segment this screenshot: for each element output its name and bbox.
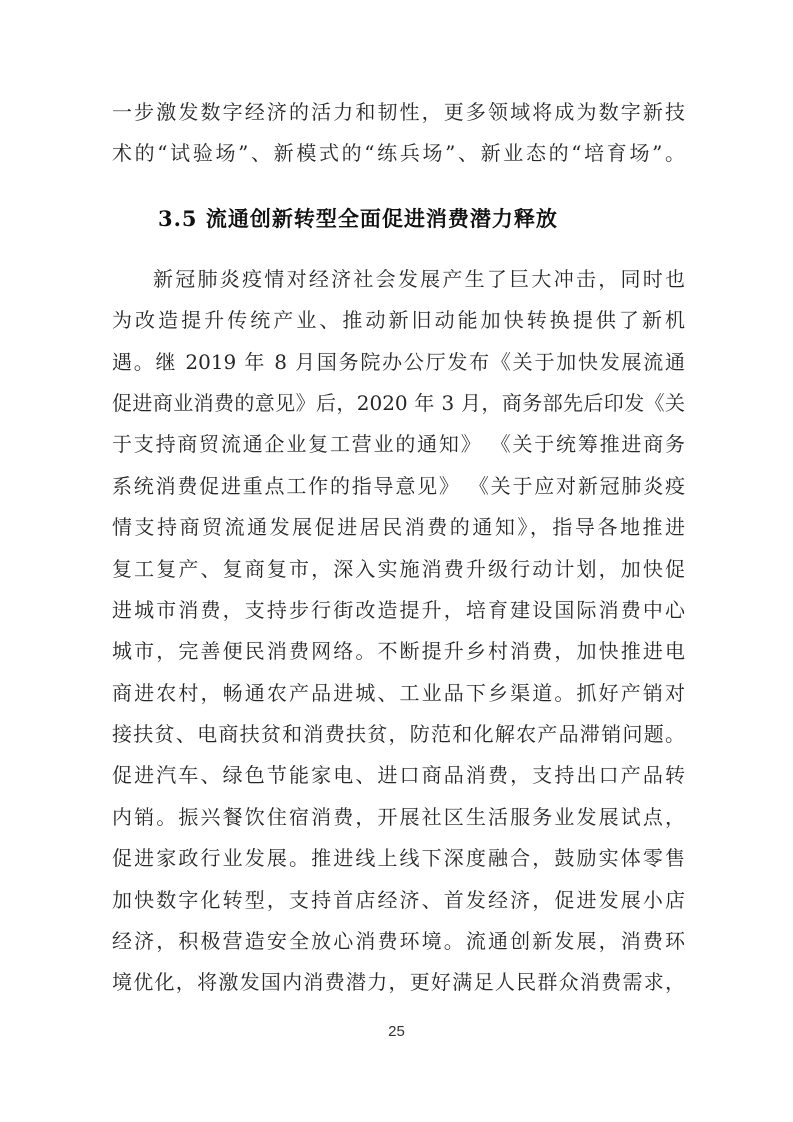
text-line: 新冠肺炎疫情对经济社会发展产生了巨大冲击，同时也 <box>153 266 685 291</box>
page-content <box>112 92 685 1004</box>
text-line: 遇。继 2019 年 8 月国务院办公厅发布《关于加快发展流通 <box>112 349 685 374</box>
text-line: 商进农村，畅通农产品进城、工业品下乡渠道。抓好产销对 <box>112 680 685 705</box>
text-line: 促进家政行业发展。推进线上线下深度融合，鼓励实体零售 <box>112 846 685 871</box>
page-number: 25 <box>388 1023 405 1040</box>
section-heading: 3.5 流通创新转型全面促进消费潜力释放 <box>158 205 558 231</box>
text-line: 情支持商贸流通发展促进居民消费的通知》，指导各地推进 <box>112 515 685 540</box>
body-paragraph <box>112 259 685 1004</box>
intro-paragraph <box>112 92 685 175</box>
text-line: 进城市消费，支持步行街改造提升，培育建设国际消费中心 <box>112 597 685 622</box>
text-line: 内销。振兴餐饮住宿消费，开展社区生活服务业发展试点， <box>112 804 685 829</box>
text-line: 复工复产、复商复市，深入实施消费升级行动计划，加快促 <box>112 556 685 581</box>
text-line: 境优化，将激发国内消费潜力，更好满足人民群众消费需求， <box>112 970 685 995</box>
text-line: 促进商业消费的意见》后，2020 年 3 月，商务部先后印发《关 <box>112 390 685 415</box>
text-line: 接扶贫、电商扶贫和消费扶贫，防范和化解农产品滞销问题。 <box>112 722 685 747</box>
text-line: 促进汽车、绿色节能家电、进口商品消费，支持出口产品转 <box>112 763 685 788</box>
text-line: 系统消费促进重点工作的指导意见》 《关于应对新冠肺炎疫 <box>112 473 685 498</box>
text-line: 加快数字化转型，支持首店经济、首发经济，促进发展小店 <box>112 887 685 912</box>
text-line: 一步激发数字经济的活力和韧性，更多领域将成为数字新技 <box>112 100 685 124</box>
text-line: 于支持商贸流通企业复工营业的通知》 《关于统筹推进商务 <box>112 432 685 457</box>
text-line: 为改造提升传统产业、推动新旧动能加快转换提供了新机 <box>112 308 685 333</box>
text-line: 术的“试验场”、新模式的“练兵场”、新业态的“培育场”。 <box>112 141 685 166</box>
text-line: 城市，完善便民消费网络。不断提升乡村消费，加快推进电 <box>112 639 685 664</box>
text-line: 经济，积极营造安全放心消费环境。流通创新发展，消费环 <box>112 929 685 954</box>
